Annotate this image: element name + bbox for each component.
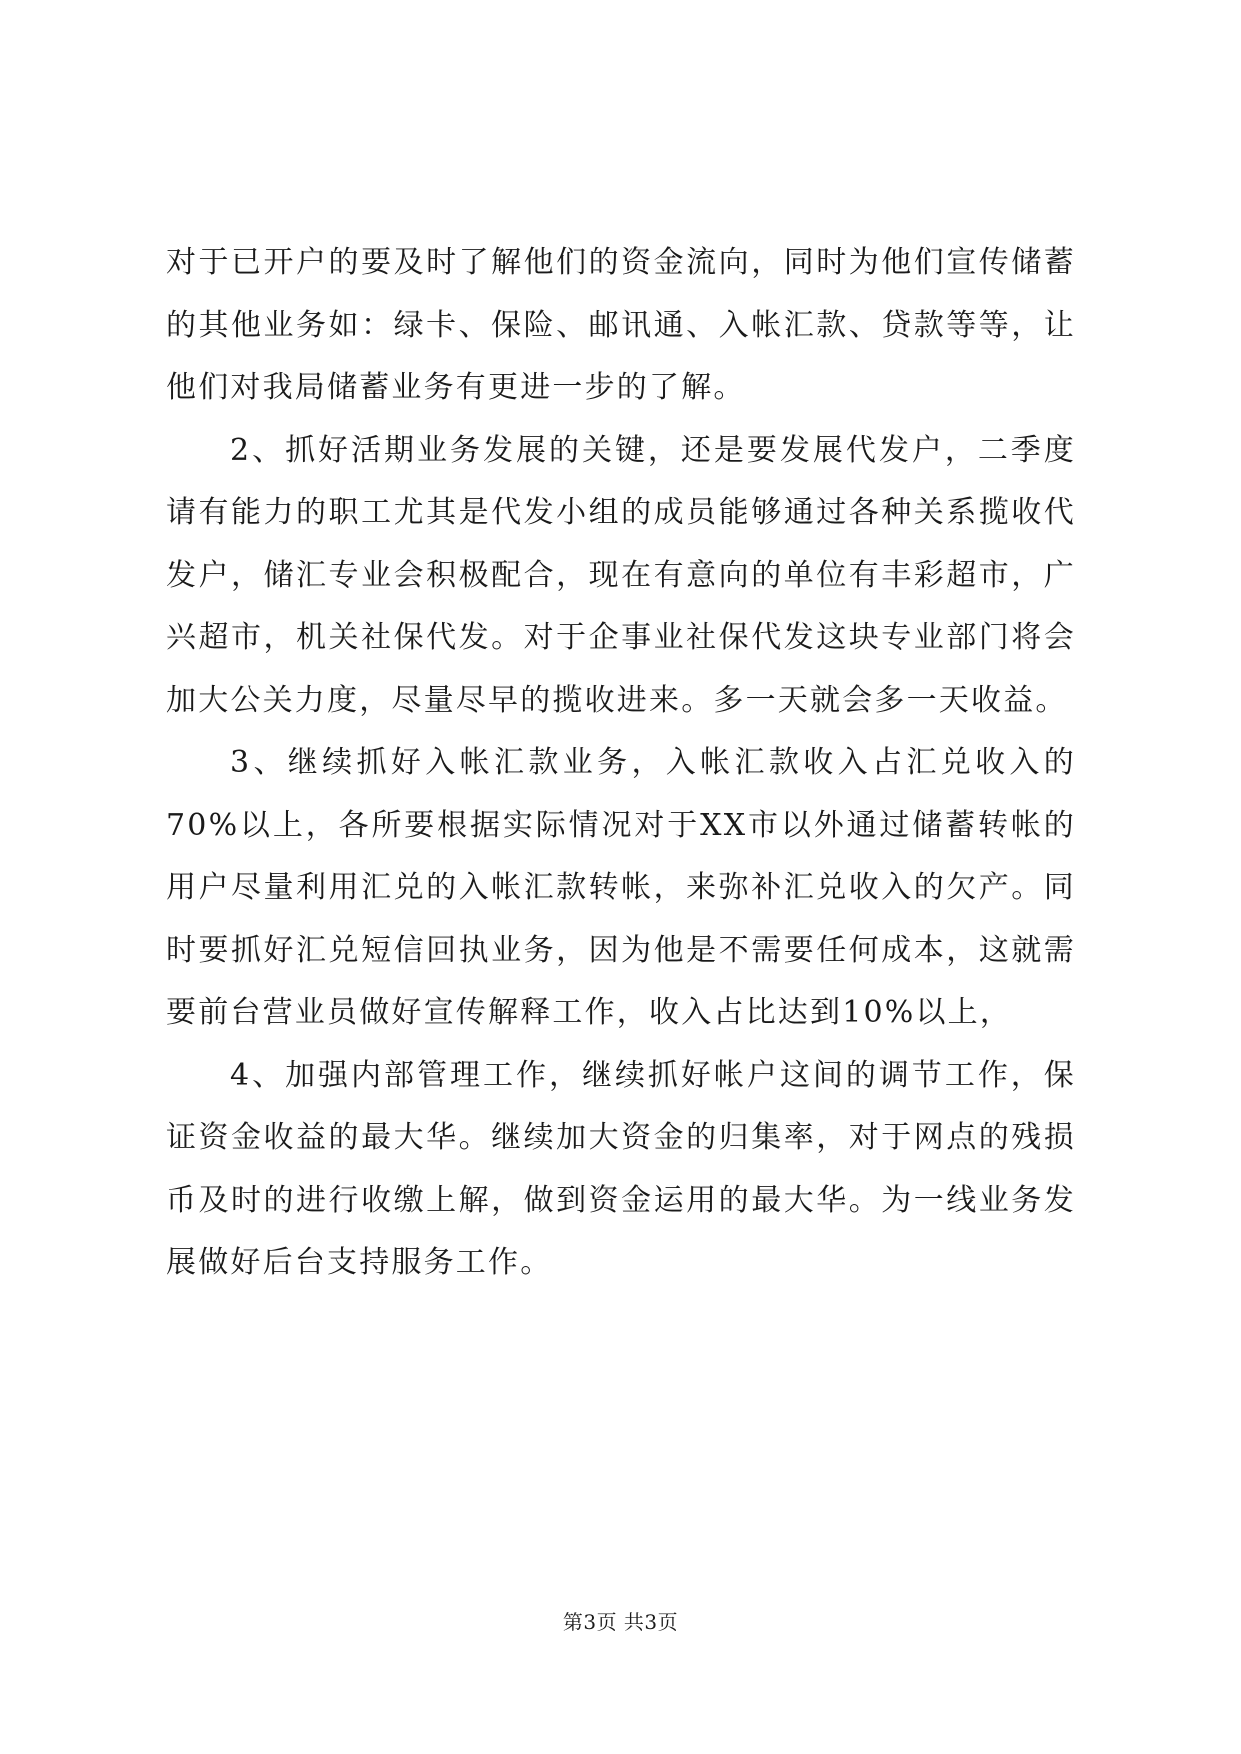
paragraph-item-4: 4、加强内部管理工作，继续抓好帐户这间的调节工作，保证资金收益的最大华。继续加大资金的归集率，对于网点的残损币及时的进行收缴上解，做到资金运用的最大华。为一线业务发展做好后台支持服务工作。 — [166, 1057, 1076, 1280]
page-number-footer: 第3页 共3页 — [562, 1610, 679, 1634]
paragraph-item-3: 3、继续抓好入帐汇款业务，入帐汇款收入占汇兑收入的70%以上，各所要根据实际情况对于XX市以外通过储蓄转帐的用户尽量利用汇兑的入帐汇款转帐，来弥补汇兑收入的欠产。同时要抓好汇兑短信回执业务，因为他是不需要任何成本，这就需要前台营业员做好宣传解释工作，收入占比达到10%以上， — [166, 745, 1076, 1030]
paragraph-continuation: 对于已开户的要及时了解他们的资金流向，同时为他们宣传储蓄的其他业务如：绿卡、保险、邮讯通、入帐汇款、贷款等等，让他们对我局储蓄业务有更进一步的了解。 — [166, 245, 1076, 405]
document-body — [166, 232, 1076, 1295]
paragraph-item-2: 2、抓好活期业务发展的关键，还是要发展代发户，二季度请有能力的职工尤其是代发小组的成员能够通过各种关系揽收代发户，储汇专业会积极配合，现在有意向的单位有丰彩超市，广兴超市，机关社保代发。对于企事业社保代发这块专业部门将会加大公关力度，尽量尽早的揽收进来。多一天就会多一天收益。 — [166, 432, 1076, 718]
